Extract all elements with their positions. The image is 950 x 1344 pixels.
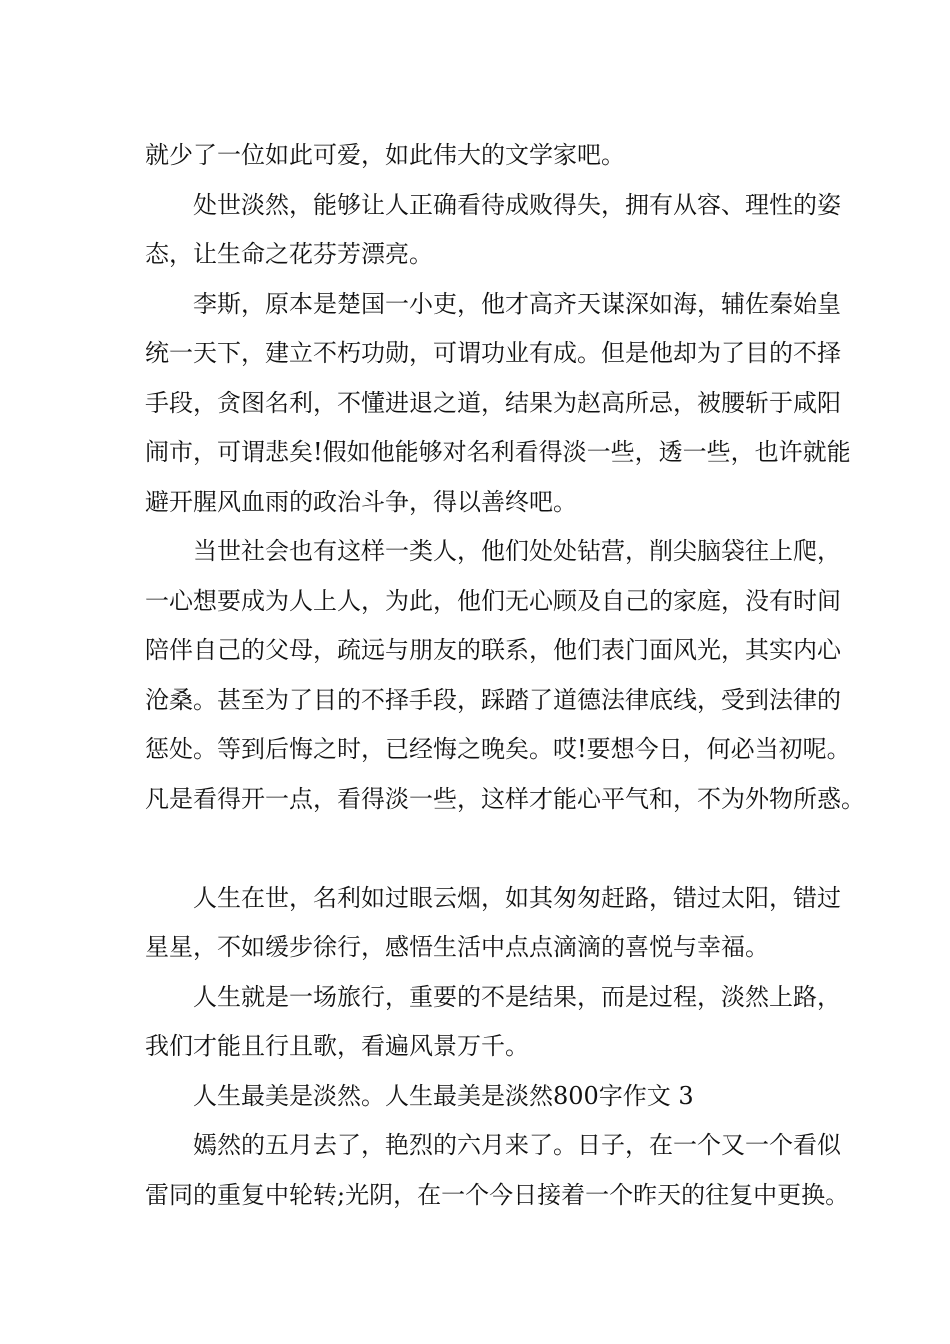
- essay-title-line: 人生最美是淡然。人生最美是淡然800字作文 3: [193, 1081, 694, 1110]
- text-line: 闹市，可谓悲矣!假如他能够对名利看得淡一些，透一些，也许就能: [145, 438, 851, 466]
- text-line: 统一天下，建立不朽功勋，可谓功业有成。但是他却为了目的不择: [145, 339, 841, 367]
- text-line: 惩处。等到后悔之时，已经悔之晚矣。哎!要想今日，何必当初呢。: [145, 735, 851, 763]
- text-line: 手段，贪图名利，不懂进退之道，结果为赵高所忌，被腰斩于咸阳: [145, 388, 841, 417]
- paragraph-first-line: 当世社会也有这样一类人，他们处处钻营，削尖脑袋往上爬，: [193, 537, 841, 565]
- text-line: 雷同的重复中轮转;光阴，在一个今日接着一个昨天的往复中更换。: [145, 1180, 850, 1209]
- text-line: 陪伴自己的父母，疏远与朋友的联系，他们表门面风光，其实内心: [145, 636, 841, 664]
- text-line: 一心想要成为人上人，为此，他们无心顾及自己的家庭，没有时间: [145, 586, 841, 615]
- paragraph-first-line: 李斯，原本是楚国一小吏，他才高齐天谋深如海，辅佐秦始皇: [193, 289, 841, 318]
- document-body: [145, 131, 865, 1220]
- text-line: 凡是看得开一点，看得淡一些，这样才能心平气和，不为外物所惑。: [145, 784, 865, 813]
- paragraph-first-line: 人生就是一场旅行，重要的不是结果，而是过程，淡然上路，: [193, 982, 841, 1011]
- text-line: 沧桑。甚至为了目的不择手段，踩踏了道德法律底线，受到法律的: [145, 685, 841, 714]
- text-line: 星星，不如缓步徐行，感悟生活中点点滴滴的喜悦与幸福。: [145, 933, 769, 961]
- paragraph-gap: [145, 824, 825, 874]
- paragraph-first-line: 人生在世，名利如过眼云烟，如其匆匆赶路，错过太阳，错过: [193, 883, 841, 912]
- text-line: 就少了一位如此可爱，如此伟大的文学家吧。: [145, 141, 625, 169]
- text-line: 态，让生命之花芬芳漂亮。: [145, 240, 433, 268]
- text-line: 避开腥风血雨的政治斗争，得以善终吧。: [145, 487, 577, 516]
- paragraph-first-line: 处世淡然，能够让人正确看待成败得失，拥有从容、理性的姿: [193, 190, 841, 219]
- text-line: 我们才能且行且歌，看遍风景万千。: [145, 1032, 529, 1060]
- paragraph-first-line: 嫣然的五月去了，艳烈的六月来了。日子，在一个又一个看似: [193, 1131, 841, 1159]
